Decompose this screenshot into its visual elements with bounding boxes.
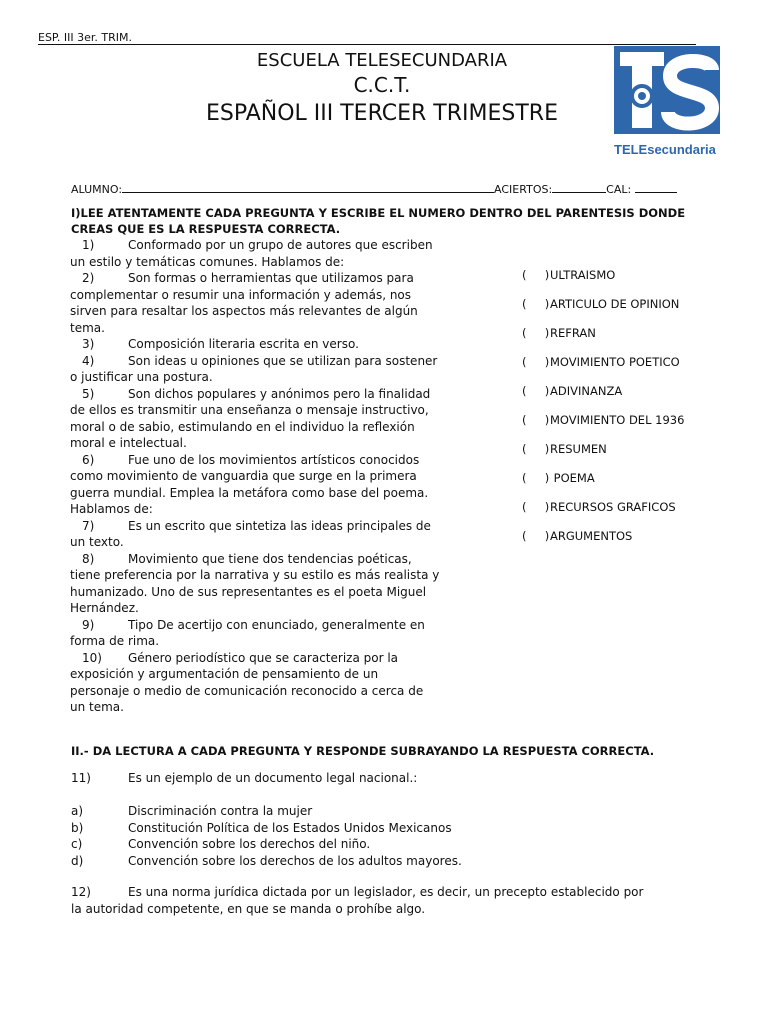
question-11: 11) Es un ejemplo de un documento legal nacional.:: [71, 771, 418, 785]
header-code: ESP. III 3er. TRIM.: [38, 31, 132, 44]
school-title: ESCUELA TELESECUNDARIA: [256, 50, 508, 71]
question-7: 7) Es un escrito que sintetiza las ideas principales de un texto.: [70, 518, 431, 549]
answer-item: ( )MOVIMIENTO POETICO: [522, 355, 680, 369]
section-1-answers: [522, 267, 684, 557]
answer-item: ( )MOVIMIENTO DEL 1936: [522, 413, 685, 427]
cct-title: C.C.T.: [353, 73, 411, 97]
question-6: 6) Fue uno de los movimientos artísticos conocidos como movimiento de vanguardia que surge en la primera guerra mundial. Emplea la metáfora como base del poema. Hablamos de:: [70, 452, 429, 516]
answer-item: ( )ADIVINANZA: [522, 384, 623, 398]
cal-label: CAL:: [606, 183, 632, 196]
question-1: 1) Conformado por un grupo de autores que escriben un estilo y temáticas comunes. Hablamos de:: [70, 238, 433, 269]
option-b[interactable]: b) Constitución Política de los Estados Unidos Mexicanos: [71, 820, 452, 835]
question-9: 9) Tipo De acertijo con enunciado, generalmente en forma de rima.: [70, 617, 425, 648]
option-a[interactable]: a) Discriminación contra la mujer: [71, 804, 313, 818]
question-11-options: [71, 803, 462, 869]
section-1-instruction: I)LEE ATENTAMENTE CADA PREGUNTA Y ESCRIBE EL NUMERO DENTRO DEL PARENTESIS DONDE CREAS QUE ES LA RESPUESTA CORRECTA.: [71, 206, 686, 236]
alumno-field[interactable]: [122, 181, 494, 193]
student-info-line: [71, 181, 711, 196]
ts-logo-icon: [614, 46, 720, 134]
answer-blank[interactable]: ( ): [522, 384, 550, 398]
question-10: 10) Género periodístico que se caracteriza por la exposición y argumentación de pensamiento de un personaje o medio de comunicación reconocido a cerca de un tema.: [70, 650, 424, 714]
answer-item: ( ) POEMA: [522, 471, 595, 485]
telesecundaria-logo: [614, 46, 720, 134]
question-12: 12) Es una norma jurídica dictada por un legislador, es decir, un precepto establecido por la autoridad competente, en que se manda o prohíbe algo.: [71, 885, 644, 916]
option-d[interactable]: d) Convención sobre los derechos de los adultos mayores.: [71, 853, 462, 868]
aciertos-label: ACIERTOS:: [494, 183, 553, 196]
answer-blank[interactable]: ( ): [522, 442, 550, 456]
question-4: 4) Son ideas u opiniones que se utilizan para sostener o justificar una postura.: [70, 353, 438, 384]
answer-blank[interactable]: ( ): [522, 471, 550, 485]
cal-field[interactable]: [635, 181, 677, 193]
answer-item: ( )RECURSOS GRAFICOS: [522, 500, 676, 514]
answer-blank[interactable]: ( ): [522, 529, 550, 543]
answer-item: ( )ULTRAISMO: [522, 268, 616, 282]
question-8: 8) Movimiento que tiene dos tendencias poéticas, tiene preferencia por la narrativa y su estilo es más realista y humanizado. Uno de sus representantes es el poeta Miguel Hernández.: [70, 551, 440, 615]
section-1-questions: [70, 237, 440, 716]
answer-blank[interactable]: ( ): [522, 297, 550, 311]
answer-item: ( )REFRAN: [522, 326, 596, 340]
answer-blank[interactable]: ( ): [522, 413, 550, 427]
answer-item: ( )RESUMEN: [522, 442, 607, 456]
section-2-instruction: II.- DA LECTURA A CADA PREGUNTA Y RESPONDE SUBRAYANDO LA RESPUESTA CORRECTA.: [71, 744, 655, 758]
answer-blank[interactable]: ( ): [522, 268, 550, 282]
header-rule: [38, 44, 696, 45]
question-3: 3) Composición literaria escrita en verso.: [82, 337, 359, 351]
answer-item: ( )ARGUMENTOS: [522, 529, 633, 543]
option-c[interactable]: c) Convención sobre los derechos del niño.: [71, 837, 371, 851]
question-2: 2) Son formas o herramientas que utilizamos para complementar o resumir una información y además, nos sirven para resaltar los aspectos más relevantes de algún tema.: [70, 271, 418, 335]
subject-title: ESPAÑOL III TERCER TRIMESTRE: [205, 101, 558, 126]
question-5: 5) Son dichos populares y anónimos pero la finalidad de ellos es transmitir una enseñanza o mensaje instructivo, moral o de sabio, estimulando en el individuo la reflexión moral e intelectual.: [70, 386, 431, 450]
alumno-label: ALUMNO:: [71, 183, 123, 196]
answer-item: ( )ARTICULO DE OPINION: [522, 297, 680, 311]
answer-blank[interactable]: ( ): [522, 355, 550, 369]
answer-blank[interactable]: ( ): [522, 500, 550, 514]
answer-blank[interactable]: ( ): [522, 326, 550, 340]
aciertos-field[interactable]: [552, 181, 606, 193]
logo-caption: TELEsecundaria: [614, 142, 716, 157]
